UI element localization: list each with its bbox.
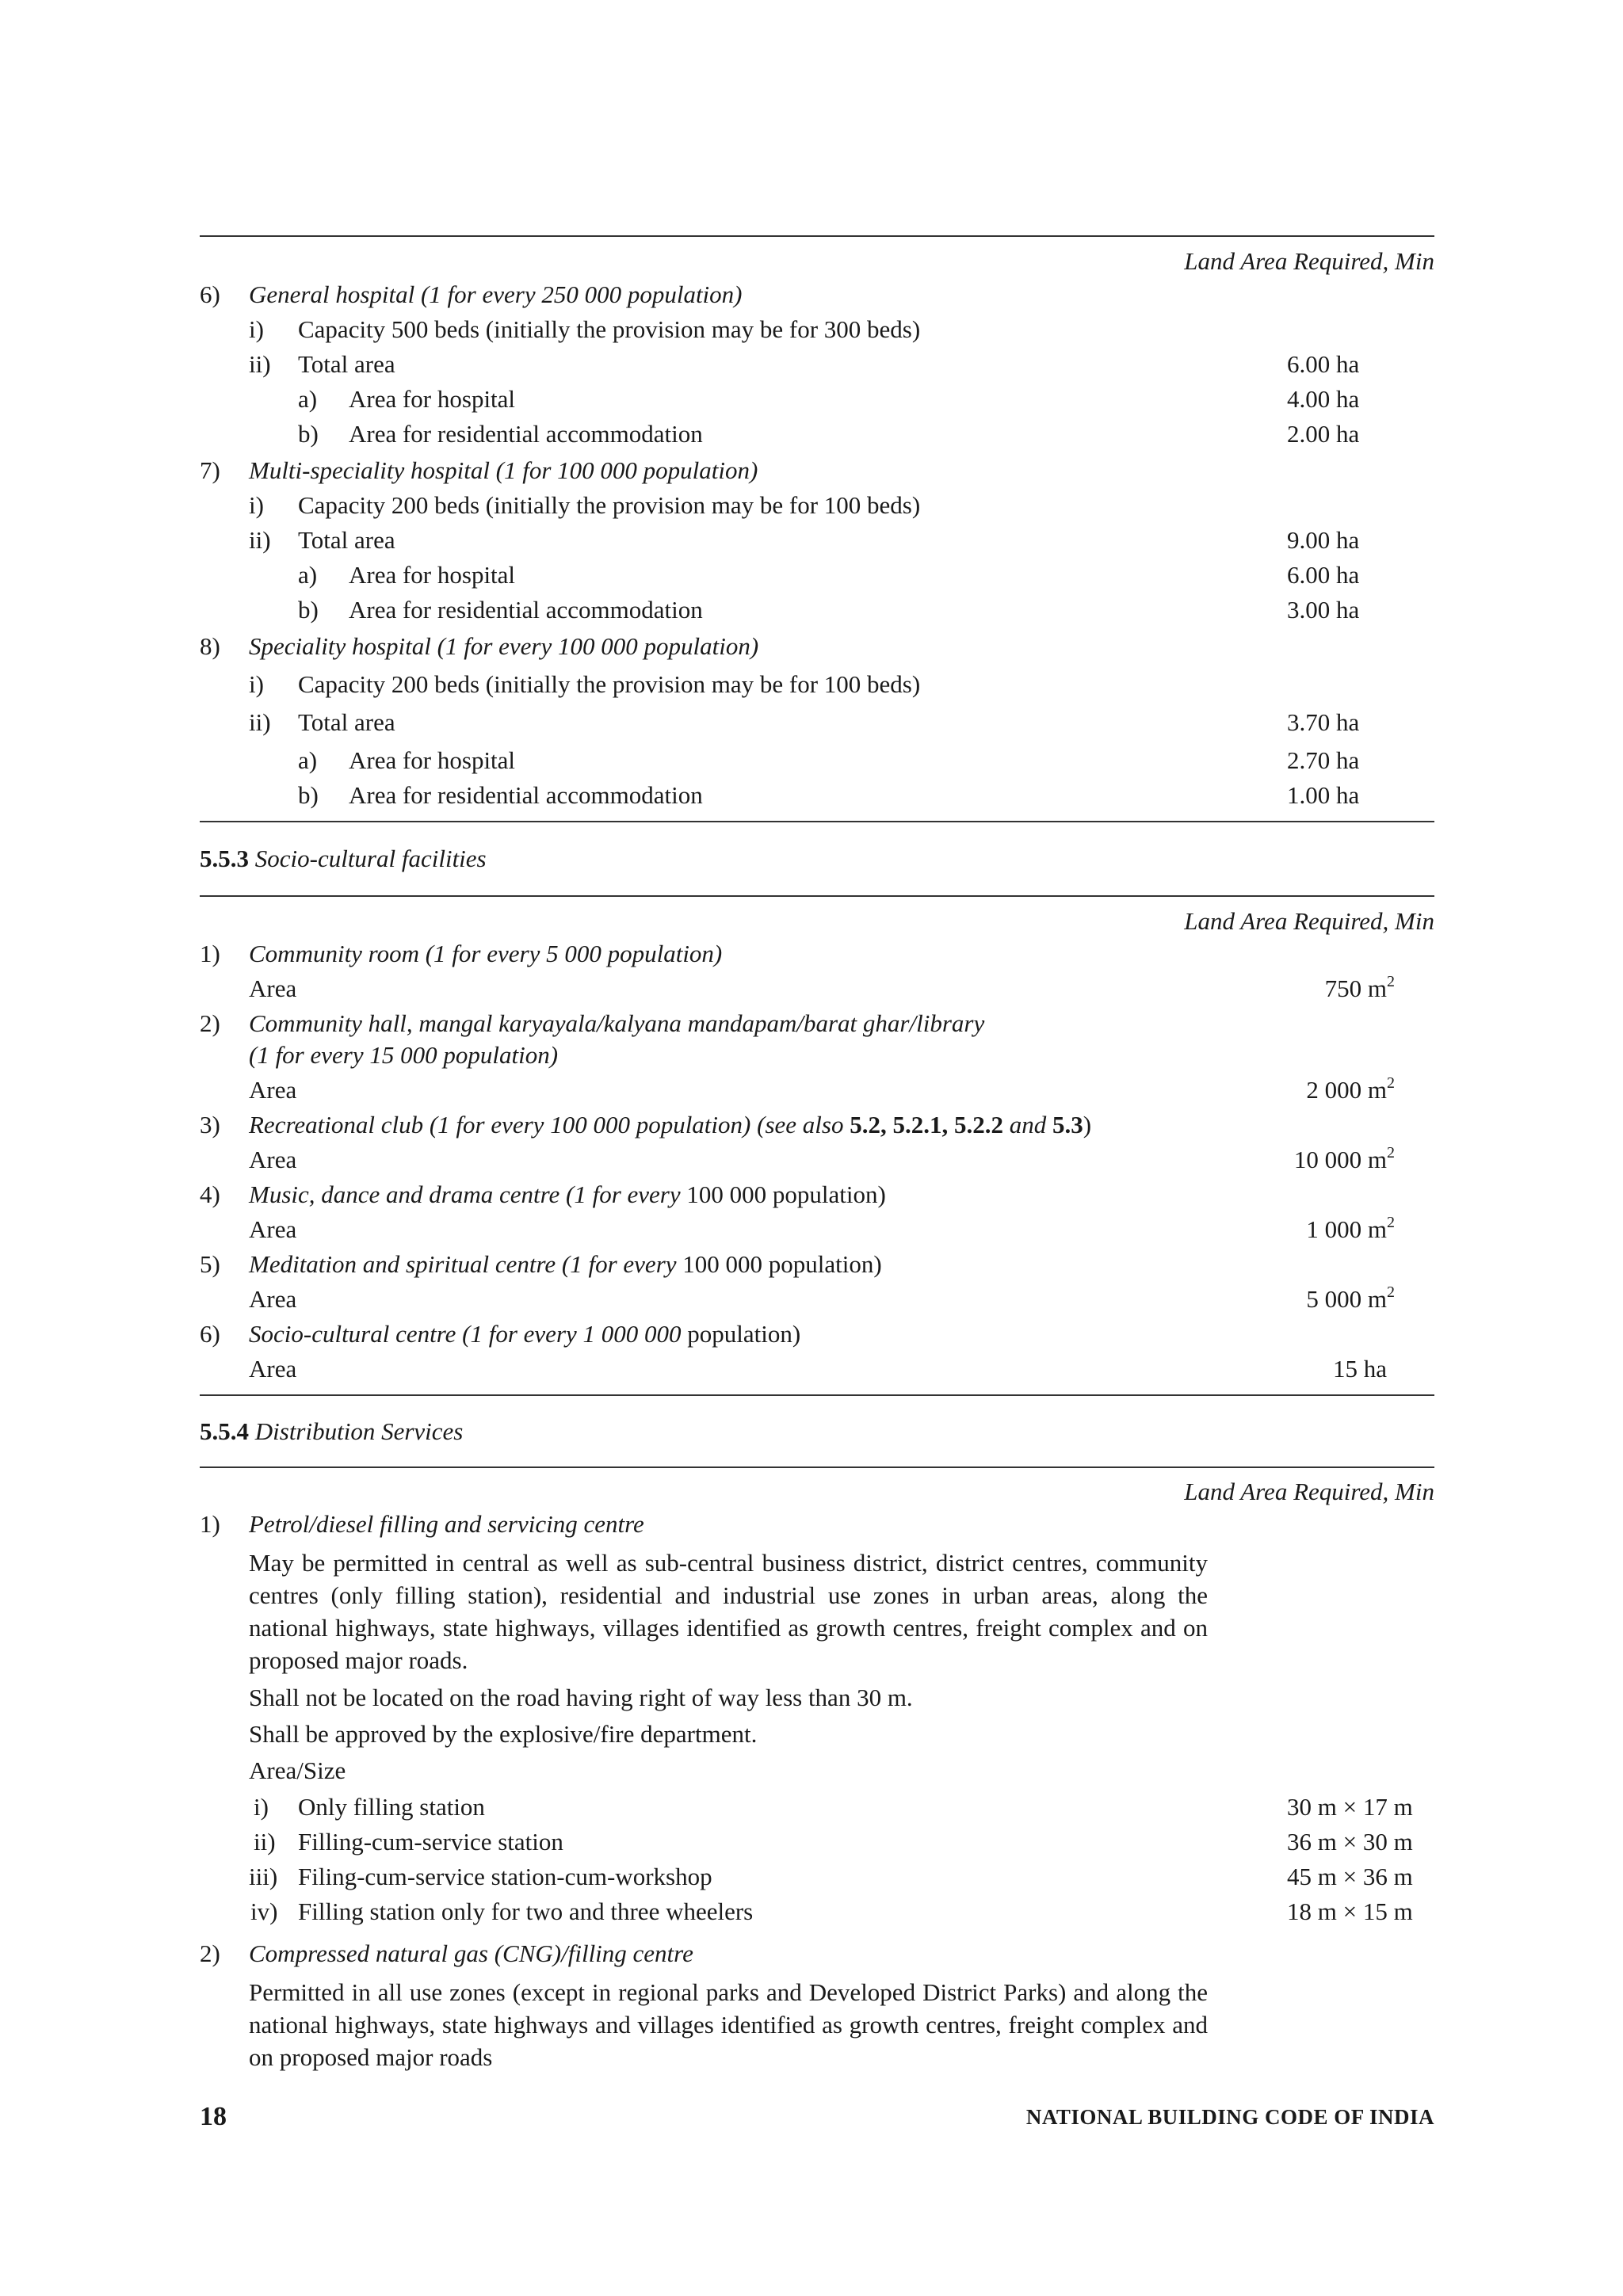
page-number: 18 [200, 2102, 227, 2131]
area-value: 15 ha [1332, 1355, 1387, 1383]
size-value: 36 m × 30 m [1287, 1828, 1413, 1855]
area-label: Area [249, 1355, 297, 1383]
size-value: 30 m × 17 m [1287, 1793, 1413, 1821]
roman-marker: i) [249, 315, 264, 343]
letter-marker: b) [298, 596, 319, 624]
roman-marker: ii) [254, 1828, 276, 1855]
rule-top [200, 895, 1434, 897]
item-number: 8) [200, 632, 220, 660]
item-number: 3) [200, 1111, 220, 1138]
area-label: Area [249, 1076, 297, 1104]
item-heading: Multi-speciality hospital (1 for 100 000 population) [249, 456, 758, 484]
paragraph: Permitted in all use zones (except in regional parks and Developed District Parks) and along the national highways, state highways and villages identified as growth centres, freight complex and on proposed major roads [249, 1978, 1208, 2071]
area-value: 6.00 ha [1287, 561, 1360, 589]
area-label: Area [249, 1285, 297, 1313]
roman-marker: iii) [249, 1863, 278, 1890]
area-value: 9.00 ha [1287, 526, 1360, 554]
item-text: Area for hospital [349, 385, 516, 413]
item-text: Total area [298, 708, 395, 736]
letter-marker: a) [298, 385, 318, 413]
letter-marker: b) [298, 420, 319, 448]
section-number: 5.5.3 [200, 845, 249, 872]
item-heading: Community room (1 for every 5 000 population) [249, 940, 723, 967]
area-value: 750 $m^2$ [1324, 972, 1395, 1002]
item-heading: Compressed natural gas (CNG)/filling centre [249, 1939, 693, 1967]
area-value: 5 000 $m^2$ [1306, 1283, 1395, 1313]
section-heading [200, 843, 487, 875]
item-heading: Meditation and spiritual centre (1 for every 100 000 population) [249, 1250, 882, 1278]
item-heading: Recreational club (1 for every 100 000 population) (see also 5.2, 5.2.1, 5.2.2 and 5.3) [249, 1111, 1092, 1138]
column-header: Land Area Required, Min [1184, 1478, 1434, 1505]
section-heading [200, 1416, 463, 1447]
item-number: 7) [200, 456, 220, 484]
item-number: 2) [200, 1939, 220, 1967]
area-value: 2.00 ha [1287, 420, 1360, 448]
item-heading: Community hall, mangal karyayala/kalyana mandapam/barat ghar/library [249, 1009, 985, 1037]
area-value: 2.70 ha [1287, 746, 1360, 774]
area-value: 1.00 ha [1287, 781, 1360, 809]
roman-marker: ii) [249, 350, 271, 378]
roman-marker: iv) [250, 1897, 278, 1925]
item-heading: Petrol/diesel filling and servicing centre [249, 1510, 644, 1538]
area-value: 6.00 ha [1287, 350, 1360, 378]
rule-top [200, 235, 1434, 237]
item-text: Area for residential accommodation [349, 781, 703, 809]
area-value: 4.00 ha [1287, 385, 1360, 413]
item-text: Area for residential accommodation [349, 420, 703, 448]
item-number: 4) [200, 1180, 220, 1208]
area-size-label: Area/Size [249, 1756, 346, 1784]
roman-marker: i) [249, 491, 264, 519]
item-number: 2) [200, 1009, 220, 1037]
rule-top [200, 1466, 1434, 1468]
item-text: Filing-cum-service station-cum-workshop [298, 1863, 712, 1890]
item-text: Filling station only for two and three wheelers [298, 1897, 754, 1925]
area-label: Area [249, 1146, 297, 1173]
item-text: Total area [298, 526, 395, 554]
column-header: Land Area Required, Min [1184, 907, 1434, 935]
size-value: 45 m × 36 m [1287, 1863, 1413, 1890]
item-text: Area for hospital [349, 746, 516, 774]
area-value: 2 000 $m^2$ [1306, 1074, 1395, 1104]
item-number: 1) [200, 940, 220, 967]
item-text: Capacity 200 beds (initially the provision may be for 100 beds) [298, 670, 921, 698]
area-value: 3.00 ha [1287, 596, 1360, 624]
letter-marker: a) [298, 746, 318, 774]
roman-marker: ii) [249, 708, 271, 736]
item-text: Capacity 500 beds (initially the provision may be for 300 beds) [298, 315, 921, 343]
item-text: Area for hospital [349, 561, 516, 589]
letter-marker: b) [298, 781, 319, 809]
item-text: Total area [298, 350, 395, 378]
item-heading-cont: (1 for every 15 000 population) [249, 1041, 559, 1069]
item-number: 1) [200, 1510, 220, 1538]
item-heading: General hospital (1 for every 250 000 population) [249, 280, 743, 308]
item-text: Area for residential accommodation [349, 596, 703, 624]
item-text: Only filling station [298, 1793, 485, 1821]
size-value: 18 m × 15 m [1287, 1897, 1413, 1925]
paragraph: Shall not be located on the road having right of way less than 30 m. [249, 1684, 913, 1711]
area-value: 10 000 $m^2$ [1293, 1143, 1395, 1173]
section-number: 5.5.4 [200, 1417, 249, 1445]
item-number: 5) [200, 1250, 220, 1278]
section-title: Socio-cultural facilities [254, 845, 487, 872]
roman-marker: i) [254, 1793, 269, 1821]
roman-marker: ii) [249, 526, 271, 554]
area-label: Area [249, 1215, 297, 1243]
item-heading: Music, dance and drama centre (1 for every 100 000 population) [249, 1180, 886, 1208]
area-value: 1 000 $m^2$ [1306, 1213, 1395, 1243]
item-heading: Socio-cultural centre (1 for every 1 000 000 population) [249, 1320, 801, 1348]
item-text: Filling-cum-service station [298, 1828, 563, 1855]
area-label: Area [249, 974, 297, 1002]
column-header: Land Area Required, Min [1184, 247, 1434, 275]
rule-bottom [200, 1394, 1434, 1396]
paragraph: May be permitted in central as well as sub-central business district, district centres, community centres (only filling station), residential and industrial use zones in urban areas, along the national highways, state highways, villages identified as growth centres, freight complex and on proposed major roads. [249, 1549, 1208, 1674]
letter-marker: a) [298, 561, 318, 589]
rule-bottom [200, 821, 1434, 822]
item-heading: Speciality hospital (1 for every 100 000 population) [249, 632, 759, 660]
section-title: Distribution Services [254, 1417, 464, 1445]
item-number: 6) [200, 1320, 220, 1348]
area-value: 3.70 ha [1287, 708, 1360, 736]
item-text: Capacity 200 beds (initially the provision may be for 100 beds) [298, 491, 921, 519]
roman-marker: i) [249, 670, 264, 698]
item-number: 6) [200, 280, 220, 308]
footer-title: NATIONAL BUILDING CODE OF INDIA [1025, 2105, 1434, 2129]
paragraph: Shall be approved by the explosive/fire department. [249, 1720, 758, 1748]
